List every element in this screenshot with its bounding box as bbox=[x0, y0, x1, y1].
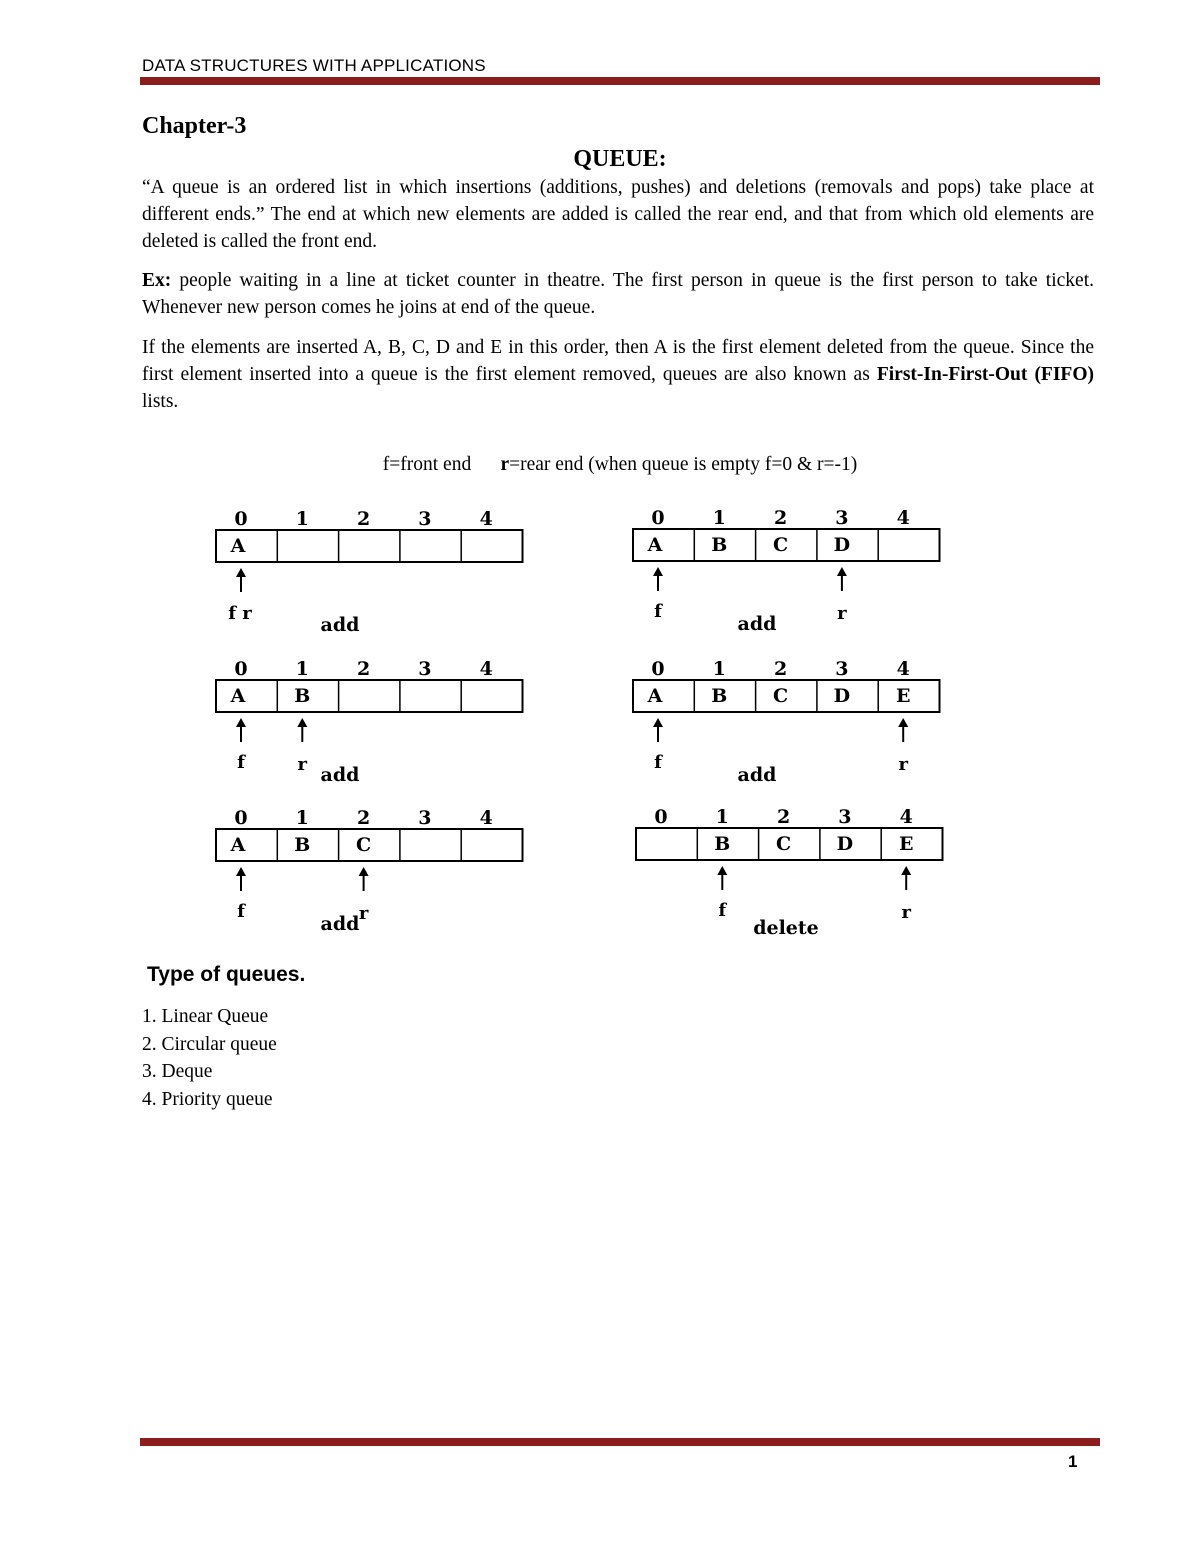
front-arrow bbox=[236, 867, 246, 891]
cell-value: D bbox=[833, 685, 851, 707]
index-label: 4 bbox=[479, 508, 493, 530]
cell-value: A bbox=[230, 834, 246, 856]
cell-value: C bbox=[356, 834, 372, 856]
front-label: f bbox=[718, 900, 727, 921]
index-label: 4 bbox=[899, 806, 913, 828]
rear-arrow bbox=[837, 567, 847, 591]
rear-label: r bbox=[358, 903, 369, 924]
cell-value: E bbox=[895, 685, 911, 707]
index-label: 1 bbox=[712, 507, 726, 529]
list-item: 3. Deque bbox=[142, 1061, 213, 1082]
index-label: 2 bbox=[356, 508, 371, 530]
front-label: f bbox=[654, 752, 662, 773]
front-arrow bbox=[236, 568, 246, 592]
index-label: 1 bbox=[712, 658, 726, 680]
front-arrow bbox=[236, 718, 246, 742]
cell-value: B bbox=[711, 534, 728, 556]
index-label: 0 bbox=[234, 807, 248, 829]
legend-rear: =rear end (when queue is empty f=0 & r=-1) bbox=[509, 454, 858, 475]
rear-label: r bbox=[837, 603, 847, 624]
chapter-heading: Chapter-3 bbox=[142, 113, 247, 139]
index-label: 1 bbox=[715, 806, 729, 828]
front-arrow bbox=[653, 567, 663, 591]
rear-arrow bbox=[901, 866, 911, 890]
queue-array bbox=[216, 680, 523, 712]
cell-value: A bbox=[230, 535, 246, 557]
index-label: 3 bbox=[418, 807, 432, 829]
cell-value: A bbox=[647, 685, 663, 707]
rear-arrow bbox=[359, 867, 369, 891]
list-item: 2. Circular queue bbox=[142, 1033, 277, 1055]
fifo-text-pre: If the elements are inserted A, B, C, D and E in this order, then A is the first element deleted from the queue. Since the first element inserted into a queue is the first element removed, queues are also known as bbox=[142, 337, 1094, 385]
cell-value: C bbox=[773, 534, 789, 556]
index-label: 0 bbox=[651, 507, 665, 529]
operation-label: add bbox=[737, 613, 777, 635]
index-label: 1 bbox=[295, 658, 309, 680]
cell-value: C bbox=[773, 685, 789, 707]
example-label: Ex: bbox=[142, 270, 172, 291]
index-label: 0 bbox=[651, 658, 665, 680]
index-label: 1 bbox=[295, 508, 309, 530]
index-label: 0 bbox=[234, 508, 248, 530]
index-label: 3 bbox=[418, 508, 432, 530]
page-number: 1 bbox=[1068, 1452, 1078, 1471]
operation-label: delete bbox=[753, 917, 819, 939]
example-text: people waiting in a line at ticket counter in theatre. The first person in queue is the first person to take ticket. Whenever new person comes he joins at end of the queue. bbox=[142, 270, 1094, 318]
cell-value: B bbox=[294, 834, 311, 856]
index-label: 4 bbox=[896, 658, 910, 680]
index-label: 1 bbox=[295, 807, 309, 829]
cell-value: B bbox=[714, 833, 731, 855]
index-label: 2 bbox=[773, 658, 788, 680]
rear-label: r bbox=[297, 754, 308, 775]
front-arrow bbox=[653, 718, 663, 742]
index-label: 4 bbox=[479, 658, 493, 680]
front-arrow bbox=[717, 866, 727, 890]
legend-rear-symbol: r bbox=[500, 454, 510, 475]
rear-label: r bbox=[898, 754, 908, 775]
cell-value: B bbox=[294, 685, 311, 707]
index-label: 4 bbox=[479, 807, 493, 829]
pointer-label: f r bbox=[228, 603, 252, 624]
definition-paragraph: “A queue is an ordered list in which insertions (additions, pushes) and deletions (removals and pops) take place at different ends.” The end at which new elements are added is called the rear end, and that from which old elements are deleted is called the front end. bbox=[142, 177, 1094, 252]
index-label: 2 bbox=[776, 806, 791, 828]
rear-arrow bbox=[297, 718, 307, 742]
list-item: 1. Linear Queue bbox=[142, 1006, 269, 1027]
index-label: 2 bbox=[356, 658, 371, 680]
fifo-term: First-In-First-Out (FIFO) bbox=[876, 364, 1095, 385]
index-label: 3 bbox=[838, 806, 852, 828]
operation-label: add bbox=[320, 764, 360, 786]
running-header: DATA STRUCTURES WITH APPLICATIONS bbox=[142, 56, 486, 75]
cell-value: B bbox=[711, 685, 728, 707]
cell-value: A bbox=[230, 685, 246, 707]
section-title: QUEUE: bbox=[573, 146, 667, 172]
cell-value: C bbox=[776, 833, 792, 855]
types-list bbox=[142, 1003, 277, 1113]
legend-front: f=front end bbox=[382, 454, 472, 475]
operation-label: add bbox=[320, 614, 360, 636]
front-label: f bbox=[237, 901, 245, 922]
cell-value: D bbox=[833, 534, 851, 556]
operation-label: add bbox=[737, 764, 777, 786]
index-label: 2 bbox=[773, 507, 788, 529]
rear-label: r bbox=[901, 902, 911, 923]
cell-value: A bbox=[647, 534, 663, 556]
cell-value: D bbox=[836, 833, 854, 855]
operation-label: add bbox=[320, 913, 360, 935]
index-label: 4 bbox=[896, 507, 910, 529]
rear-arrow bbox=[898, 718, 908, 742]
front-label: f bbox=[237, 752, 245, 773]
queue-array bbox=[216, 530, 523, 562]
fifo-text-post: lists. bbox=[142, 391, 179, 412]
index-label: 2 bbox=[356, 807, 371, 829]
index-label: 0 bbox=[234, 658, 248, 680]
index-label: 3 bbox=[835, 507, 849, 529]
types-heading: Type of queues. bbox=[147, 963, 306, 986]
index-label: 3 bbox=[835, 658, 849, 680]
list-item: 4. Priority queue bbox=[142, 1088, 273, 1110]
footer-rule bbox=[140, 1438, 1100, 1446]
cell-value: E bbox=[898, 833, 914, 855]
index-label: 3 bbox=[418, 658, 432, 680]
index-label: 0 bbox=[654, 806, 668, 828]
front-label: f bbox=[654, 601, 662, 622]
